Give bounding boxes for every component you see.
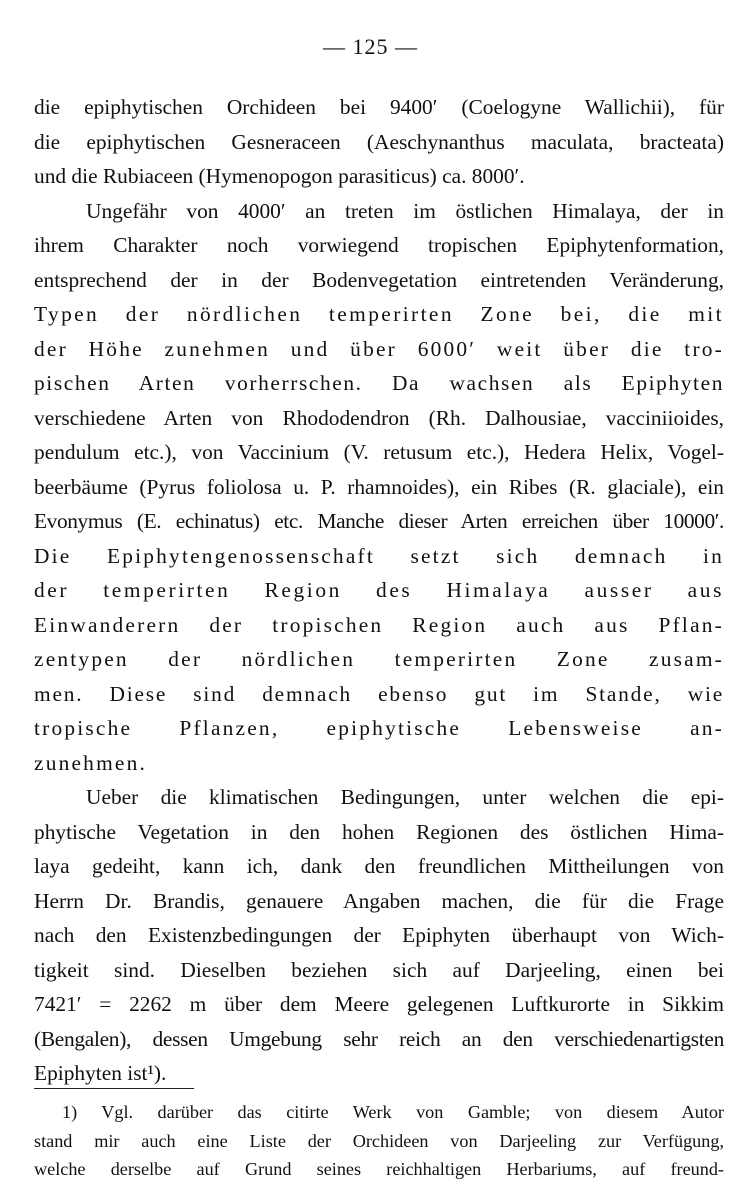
text-line: entsprechend der in der Bodenvegetation eintretenden Veränderung, bbox=[34, 267, 724, 292]
text-line: phytische Vegetation in den hohen Regionen des östlichen Hima- bbox=[34, 819, 724, 844]
text-line: pischen Arten vorherrschen. Da wachsen als Epiphyten bbox=[34, 371, 724, 395]
text-line: laya gedeiht, kann ich, dank den freundlichen Mittheilungen von bbox=[34, 854, 724, 878]
text-line: zunehmen. bbox=[34, 750, 148, 775]
text-line: pendulum etc.), von Vaccinium (V. retusum etc.), Hedera Helix, Vogel- bbox=[34, 440, 724, 464]
text-line: der temperirten Region des Himalaya ausser aus bbox=[34, 578, 724, 602]
footnote-line: welche derselbe auf Grund seines reichhaltigen Herbariums, auf freund- bbox=[34, 1159, 724, 1179]
text-line: 7421′ = 2262 m über dem Meere gelegenen Luftkurorte in Sikkim bbox=[34, 992, 724, 1016]
text-line: tigkeit sind. Dieselben beziehen sich auf Darjeeling, einen bei bbox=[34, 957, 724, 982]
text-line: Herrn Dr. Brandis, genauere Angaben machen, die für die Frage bbox=[34, 888, 724, 913]
text-line: ihrem Charakter noch vorwiegend tropischen Epiphytenformation, bbox=[34, 233, 724, 257]
text-line: Einwanderern der tropischen Region auch aus Pflan- bbox=[34, 612, 724, 637]
text-line: Evonymus (E. echinatus) etc. Manche dieser Arten erreichen über 10000′. bbox=[34, 509, 724, 533]
footnote-line: 1) Vgl. darüber das citirte Werk von Gamble; von diesem Autor bbox=[62, 1102, 724, 1122]
text-line: Typen der nördlichen temperirten Zone bei, die mit bbox=[34, 302, 724, 326]
text-line: tropische Pflanzen, epiphytische Lebensweise an- bbox=[34, 716, 724, 740]
text-line: der Höhe zunehmen und über 6000′ weit über die tro- bbox=[34, 336, 724, 361]
text-line: beerbäume (Pyrus foliolosa u. P. rhamnoides), ein Ribes (R. glaciale), ein bbox=[34, 474, 724, 499]
text-line: die epiphytischen Orchideen bei 9400′ (Coelogyne Wallichii), für bbox=[34, 95, 724, 119]
footnotes bbox=[34, 1098, 724, 1184]
text-line: zentypen der nördlichen temperirten Zone zusam- bbox=[34, 647, 724, 671]
text-line: (Bengalen), dessen Umgebung sehr reich an den verschiedenartigsten bbox=[34, 1026, 724, 1051]
text-line: Die Epiphytengenossenschaft setzt sich demnach in bbox=[34, 543, 724, 568]
text-line: Ungefähr von 4000′ an treten im östlichen Himalaya, der in bbox=[86, 198, 724, 223]
text-line: verschiedene Arten von Rhododendron (Rh. Dalhousiae, vacciniioides, bbox=[34, 405, 724, 430]
page-number: — 125 — bbox=[323, 34, 418, 59]
text-line: Ueber die klimatischen Bedingungen, unter welchen die epi- bbox=[86, 785, 724, 809]
text-line: Epiphyten ist¹). bbox=[34, 1061, 167, 1085]
main-text bbox=[34, 90, 724, 1091]
text-line: die epiphytischen Gesneraceen (Aeschynanthus maculata, bracteata) bbox=[34, 129, 724, 154]
text-line: und die Rubiaceen (Hymenopogon parasiticus) ca. 8000′. bbox=[34, 164, 525, 188]
text-line: nach den Existenzbedingungen der Epiphyten überhaupt von Wich- bbox=[34, 923, 724, 947]
text-line: men. Diese sind demnach ebenso gut im Stande, wie bbox=[34, 681, 724, 706]
footnote-divider bbox=[34, 1088, 194, 1089]
footnote-line: stand mir auch eine Liste der Orchideen von Darjeeling zur Verfügung, bbox=[34, 1130, 724, 1151]
